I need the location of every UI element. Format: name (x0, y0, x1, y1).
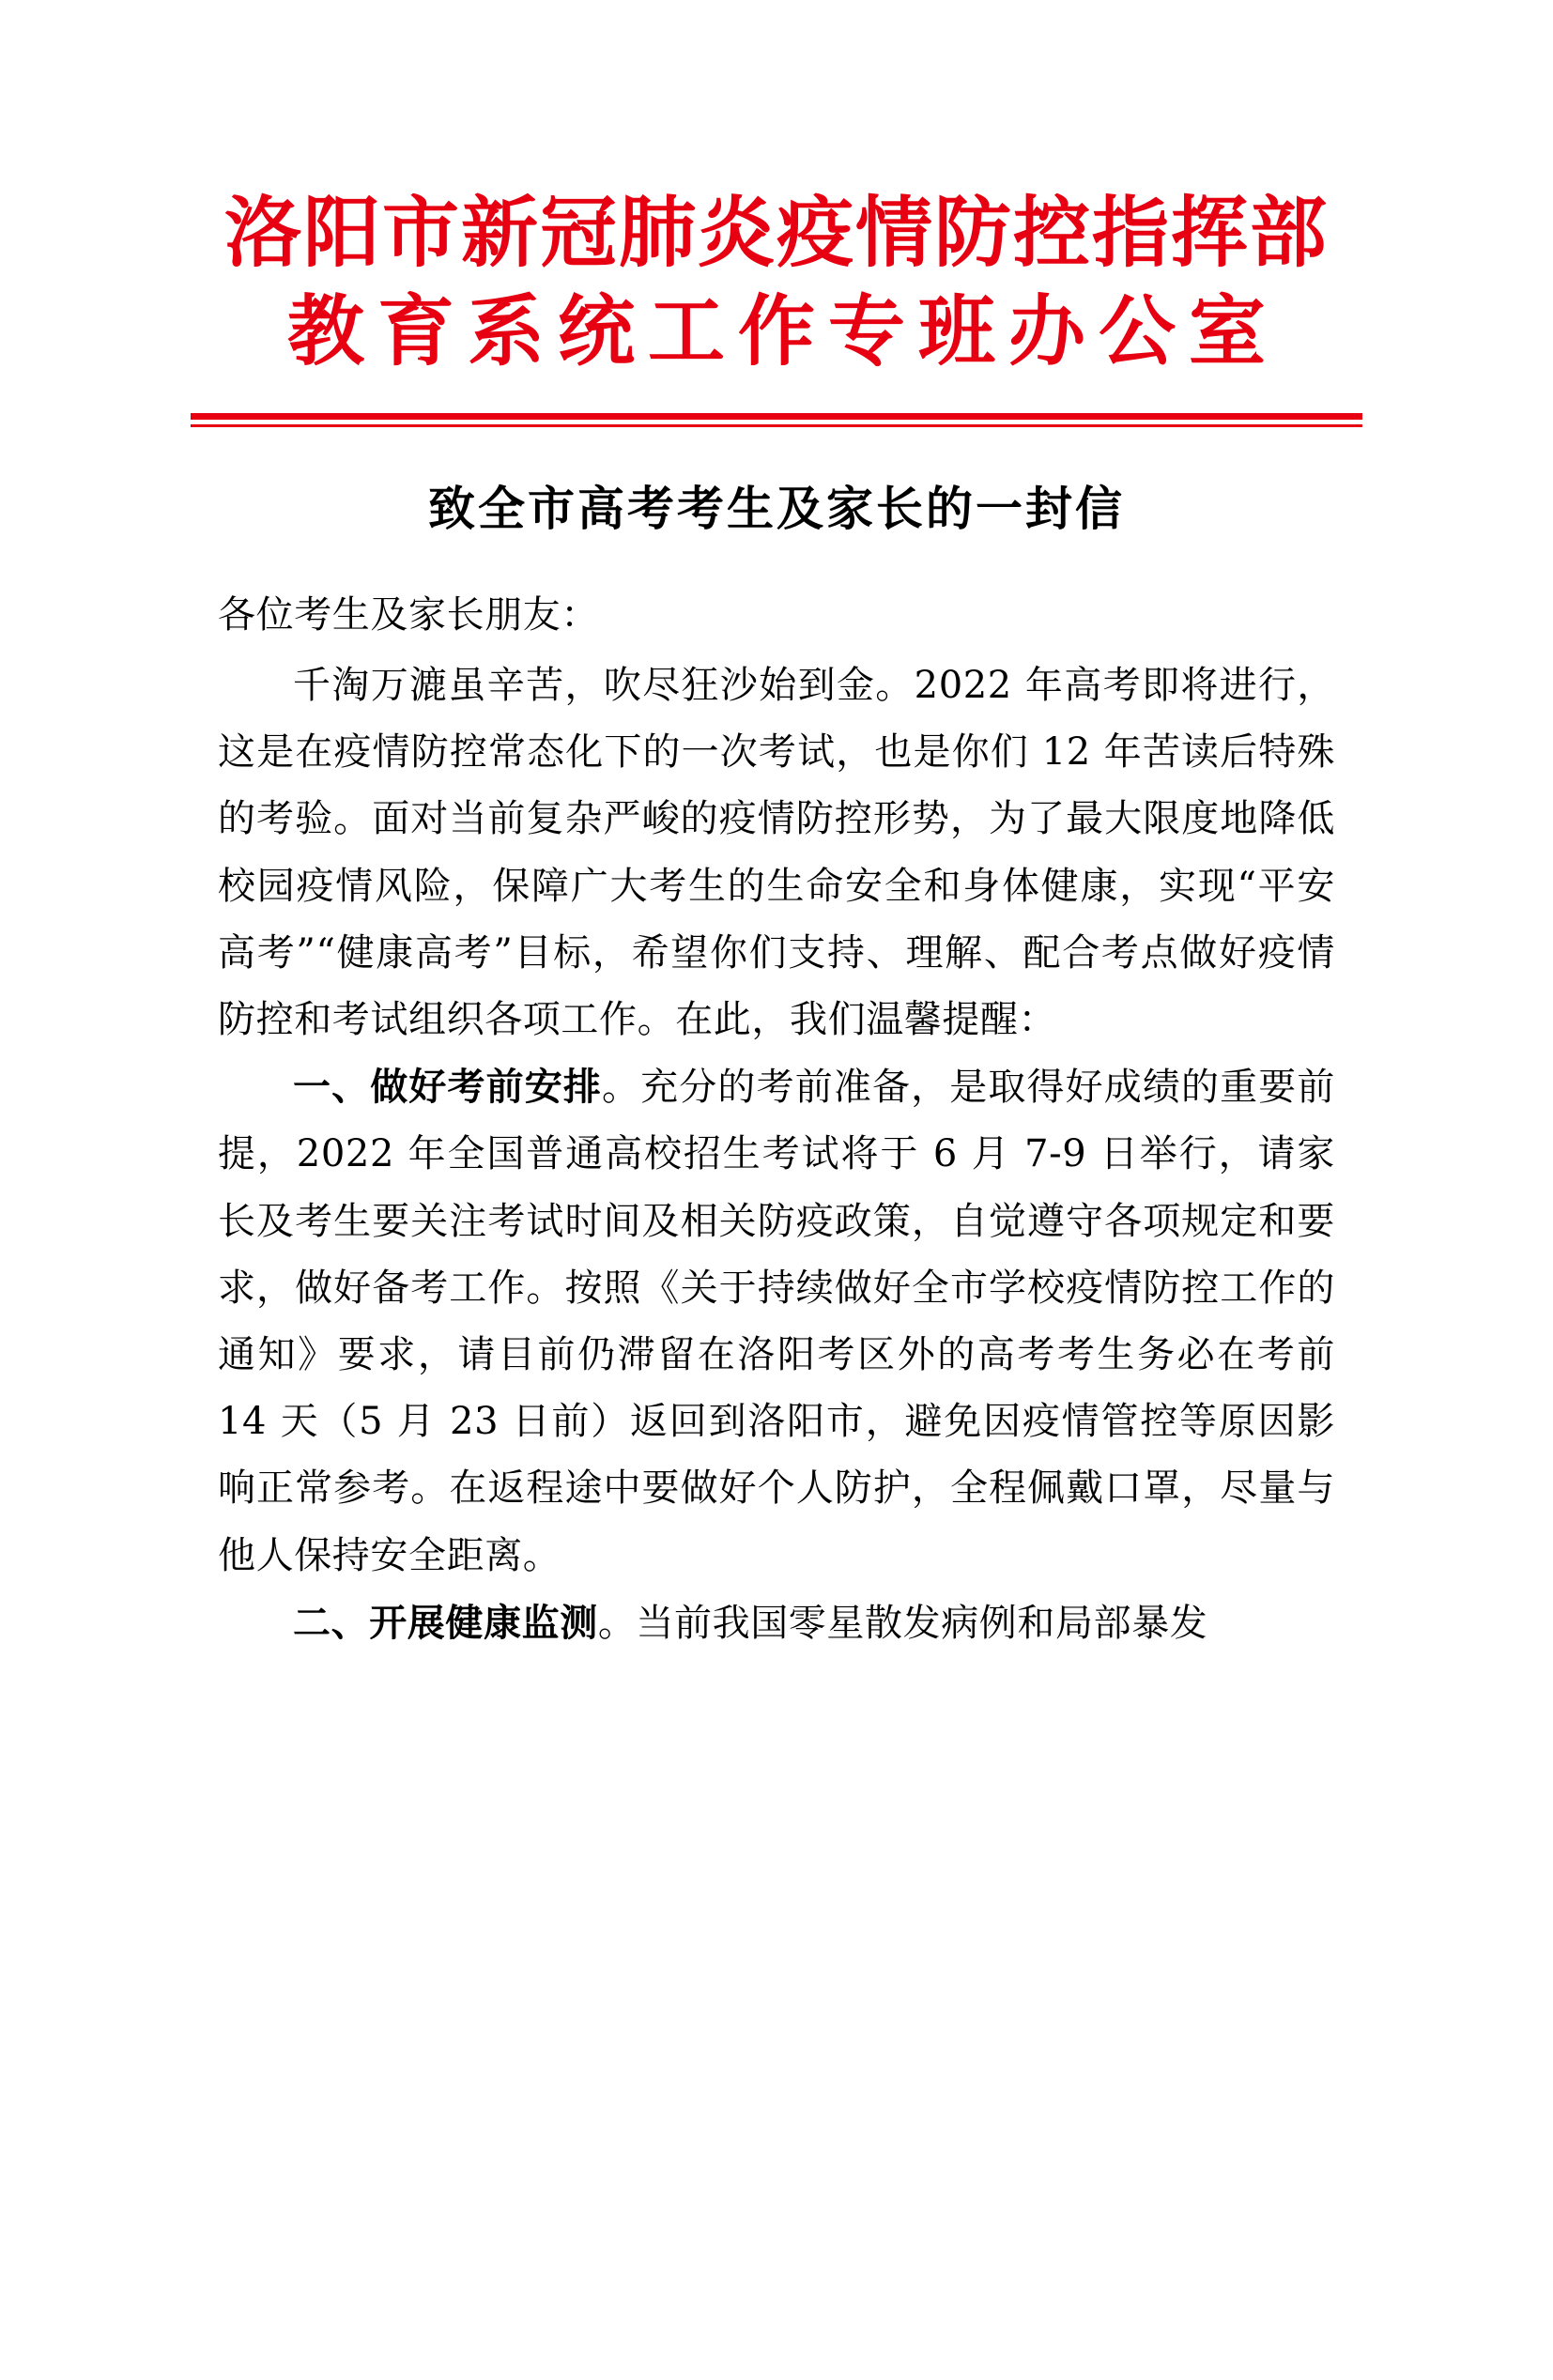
paragraph-item-2-text: 。当前我国零星散发病例和局部暴发 (597, 1601, 1208, 1645)
letterhead-line-2: 教育系统工作专班办公室 (286, 285, 1279, 376)
letterhead (0, 184, 1553, 381)
divider-thick-rule (191, 413, 1362, 420)
paragraph-item-2-heading: 二、开展健康监测 (293, 1600, 598, 1645)
letterhead-line-1: 洛阳市新冠肺炎疫情防控指挥部 (223, 188, 1329, 278)
paragraph-item-2 (218, 1589, 1335, 1657)
document-page (0, 184, 1553, 2380)
salutation: 各位考生及家长朋友： (218, 592, 599, 637)
page-title: 致全市高考考生及家长的一封信 (428, 480, 1125, 536)
paragraph-intro: 千淘万漉虽辛苦，吹尽狂沙始到金。2022 年高考即将进行，这是在疫情防控常态化下的一次考试，也是你们 12 年苦读后特殊的考验。面对当前复杂严峻的疫情防控形势，为了最大限度地降低校园疫情风险，保障广大考生的生命安全和身体健康，实现“平安高考”“健康高考”目标，希望你们支持、理解、配合考点做好疫情防控和考试组织各项工作。在此，我们温馨提醒： (218, 664, 1335, 1042)
divider-thin-rule (191, 424, 1362, 427)
document-body (218, 582, 1335, 1657)
paragraph-item-1 (218, 1053, 1335, 1589)
letterhead-divider (191, 413, 1362, 427)
paragraph-item-1-text: 。充分的考前准备，是取得好成绩的重要前提，2022 年全国普通高校招生考试将于 6 月 7-9 日举行，请家长及考生要关注考试时间及相关防疫政策，自觉遵守各项规定和要求，做好备考工作。按照《关于持续做好全市学校疫情防控工作的通知》要求，请目前仍滞留在洛阳考区外的高考考生务必在考前 14 天（5 月 23 日前）返回到洛阳市，避免因疫情管控等原因影响正常参考。在返程途中要做好个人防护，全程佩戴口罩，尽量与他人保持安全距离。 (218, 1066, 1335, 1577)
paragraph-item-1-heading: 一、做好考前安排 (293, 1065, 603, 1110)
